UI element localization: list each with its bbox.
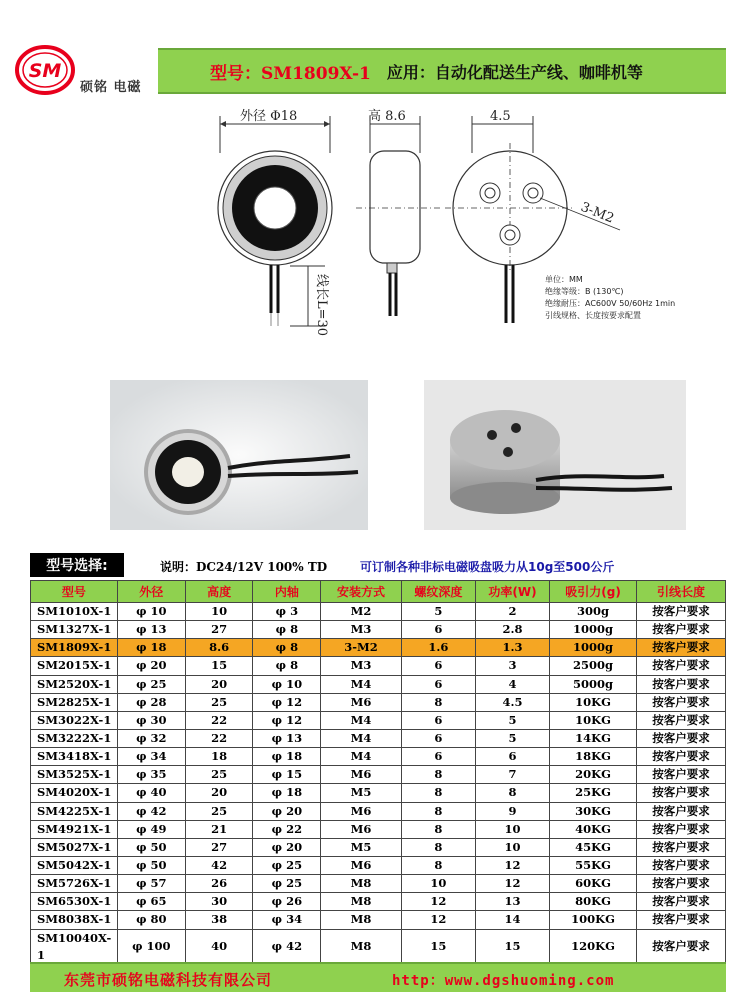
hole-spacing-label: 4.5 [490, 109, 511, 124]
table-cell: 22 [185, 729, 253, 747]
table-cell: SM6530X-1 [31, 893, 118, 911]
table-cell: 8 [401, 856, 475, 874]
table-cell: φ 40 [117, 784, 185, 802]
table-cell: 按客户要求 [636, 603, 725, 621]
table-cell: 按客户要求 [636, 639, 725, 657]
table-cell: 按客户要求 [636, 820, 725, 838]
footer-company: 东莞市硕铭电磁科技有限公司 [64, 971, 273, 989]
table-cell: M5 [321, 838, 402, 856]
table-cell: φ 42 [253, 929, 321, 964]
table-cell: 4.5 [475, 693, 549, 711]
table-cell: 80KG [550, 893, 637, 911]
side-view [356, 108, 440, 316]
height-label: 高 8.6 [368, 109, 406, 124]
table-cell: 25 [185, 693, 253, 711]
table-cell: SM3222X-1 [31, 729, 118, 747]
table-cell: 20KG [550, 766, 637, 784]
table-cell: SM5027X-1 [31, 838, 118, 856]
table-cell: SM5726X-1 [31, 875, 118, 893]
application-text: 应用：自动化配送生产线、咖啡机等 [386, 62, 643, 82]
table-row [31, 929, 726, 964]
custom-note: 可订制各种非标电磁吸盘吸力从10g至500公斤 [360, 560, 615, 574]
table-cell: φ 25 [117, 675, 185, 693]
model-selection-header [30, 553, 726, 577]
table-body [31, 603, 726, 965]
table-cell: 6 [401, 621, 475, 639]
drawing-note: 绝缘耐压：AC600V 50/60Hz 1min [545, 299, 676, 308]
table-cell: 5000g [550, 675, 637, 693]
column-header: 高度 [185, 581, 253, 603]
table-row [31, 729, 726, 747]
table-row [31, 838, 726, 856]
table-cell: 14KG [550, 729, 637, 747]
table-cell: SM1327X-1 [31, 621, 118, 639]
table-row [31, 748, 726, 766]
table-cell: φ 65 [117, 893, 185, 911]
table-cell: 1000g [550, 639, 637, 657]
table-cell: 10KG [550, 693, 637, 711]
table-cell: 8.6 [185, 639, 253, 657]
column-header: 螺纹深度 [401, 581, 475, 603]
table-cell: 8 [401, 838, 475, 856]
table-cell: 8 [401, 820, 475, 838]
table-cell: 按客户要求 [636, 856, 725, 874]
outer-diameter-label: 外径 Φ18 [240, 109, 298, 124]
table-cell: φ 8 [253, 639, 321, 657]
table-cell: φ 15 [253, 766, 321, 784]
table-cell: φ 34 [253, 911, 321, 929]
drawing-note: 单位：MM [545, 275, 583, 284]
table-cell: M6 [321, 693, 402, 711]
table-row [31, 657, 726, 675]
table-cell: 10 [475, 838, 549, 856]
table-cell: 3-M2 [321, 639, 402, 657]
table-cell: 12 [401, 911, 475, 929]
table-cell: 40 [185, 929, 253, 964]
table-row [31, 693, 726, 711]
table-cell: φ 25 [253, 875, 321, 893]
table-cell: M2 [321, 603, 402, 621]
table-cell: φ 28 [117, 693, 185, 711]
table-cell: 15 [401, 929, 475, 964]
table-cell: 1.6 [401, 639, 475, 657]
table-cell: 1.3 [475, 639, 549, 657]
table-cell: 22 [185, 711, 253, 729]
drawing-note: 绝缘等级：B (130℃) [545, 287, 624, 296]
table-cell: φ 80 [117, 911, 185, 929]
table-cell: M8 [321, 929, 402, 964]
voltage-note: 说明：DC24/12V 100% TD [160, 560, 328, 574]
lead-length-label: 线长L=30 [314, 274, 329, 337]
table-cell: φ 20 [253, 802, 321, 820]
table-cell: φ 12 [253, 711, 321, 729]
table-cell: 6 [401, 729, 475, 747]
product-photo-back-image [424, 380, 686, 530]
table-cell: φ 25 [253, 856, 321, 874]
table-cell: 按客户要求 [636, 802, 725, 820]
table-cell: 6 [401, 657, 475, 675]
table-cell: φ 20 [253, 838, 321, 856]
footer-bar [30, 962, 726, 992]
table-cell: φ 34 [117, 748, 185, 766]
table-cell: 25 [185, 802, 253, 820]
table-cell: φ 35 [117, 766, 185, 784]
table-cell: 按客户要求 [636, 838, 725, 856]
column-header: 功率(W) [475, 581, 549, 603]
table-cell: 26 [185, 875, 253, 893]
model-title: 型号：SM1809X-1 [210, 63, 371, 84]
table-cell: 按客户要求 [636, 621, 725, 639]
table-cell: 30KG [550, 802, 637, 820]
table-cell: 38 [185, 911, 253, 929]
column-header: 吸引力(g) [550, 581, 637, 603]
table-cell: 15 [185, 657, 253, 675]
table-cell: 12 [475, 875, 549, 893]
table-cell: 10 [185, 603, 253, 621]
table-cell: 55KG [550, 856, 637, 874]
table-cell: φ 50 [117, 838, 185, 856]
table-cell: 12 [401, 893, 475, 911]
table-cell: 27 [185, 838, 253, 856]
table-cell: 8 [401, 802, 475, 820]
table-row [31, 675, 726, 693]
table-row [31, 766, 726, 784]
table-cell: 7 [475, 766, 549, 784]
table-cell: φ 10 [253, 675, 321, 693]
table-cell: φ 50 [117, 856, 185, 874]
table-cell: 4 [475, 675, 549, 693]
column-header: 型号 [31, 581, 118, 603]
table-cell: φ 30 [117, 711, 185, 729]
table-cell: φ 10 [117, 603, 185, 621]
table-cell: 100KG [550, 911, 637, 929]
table-cell: φ 3 [253, 603, 321, 621]
table-cell: 按客户要求 [636, 748, 725, 766]
table-cell: M4 [321, 729, 402, 747]
table-cell: 2 [475, 603, 549, 621]
table-cell: 按客户要求 [636, 693, 725, 711]
table-cell: 按客户要求 [636, 784, 725, 802]
table-cell: 按客户要求 [636, 911, 725, 929]
table-cell: 27 [185, 621, 253, 639]
table-cell: 1000g [550, 621, 637, 639]
table-cell: 10 [401, 875, 475, 893]
model-selection-label: 型号选择: [30, 553, 124, 577]
table-cell: M4 [321, 711, 402, 729]
drawing-note: 引线规格、长度按要求配置 [545, 311, 641, 320]
table-cell: 12 [475, 856, 549, 874]
table-cell: SM8038X-1 [31, 911, 118, 929]
table-cell: 20 [185, 784, 253, 802]
table-cell: 6 [475, 748, 549, 766]
table-cell: 14 [475, 911, 549, 929]
back-view [445, 109, 675, 323]
table-cell: SM1809X-1 [31, 639, 118, 657]
table-cell: 6 [401, 711, 475, 729]
table-cell: φ 100 [117, 929, 185, 964]
table-cell: 20 [185, 675, 253, 693]
table-cell: SM4921X-1 [31, 820, 118, 838]
table-cell: 3 [475, 657, 549, 675]
table-cell: 8 [401, 784, 475, 802]
table-cell: 按客户要求 [636, 675, 725, 693]
table-cell: 按客户要求 [636, 929, 725, 964]
table-cell: 45KG [550, 838, 637, 856]
table-cell: SM3418X-1 [31, 748, 118, 766]
table-cell: φ 8 [253, 657, 321, 675]
logo-text: SM [28, 60, 62, 82]
table-cell: φ 18 [253, 748, 321, 766]
table-row [31, 784, 726, 802]
table-row [31, 820, 726, 838]
table-cell: 40KG [550, 820, 637, 838]
table-cell: 5 [475, 711, 549, 729]
table-row [31, 603, 726, 621]
table-row [31, 911, 726, 929]
table-cell: SM2520X-1 [31, 675, 118, 693]
column-header: 外径 [117, 581, 185, 603]
table-cell: 10KG [550, 711, 637, 729]
front-view [218, 109, 332, 336]
table-cell: 21 [185, 820, 253, 838]
table-cell: SM1010X-1 [31, 603, 118, 621]
table-cell: M4 [321, 675, 402, 693]
table-cell: φ 18 [117, 639, 185, 657]
table-cell: 按客户要求 [636, 893, 725, 911]
table-cell: M6 [321, 802, 402, 820]
footer-url[interactable]: http：www.dgshuoming.com [392, 973, 615, 989]
table-cell: φ 12 [253, 693, 321, 711]
table-row [31, 711, 726, 729]
table-cell: SM2825X-1 [31, 693, 118, 711]
table-row [31, 893, 726, 911]
table-cell: φ 20 [117, 657, 185, 675]
table-cell: SM4020X-1 [31, 784, 118, 802]
table-cell: 300g [550, 603, 637, 621]
table-header-row [31, 581, 726, 603]
table-cell: φ 57 [117, 875, 185, 893]
table-cell: SM3525X-1 [31, 766, 118, 784]
table-cell: 25 [185, 766, 253, 784]
table-cell: SM4225X-1 [31, 802, 118, 820]
table-cell: 2500g [550, 657, 637, 675]
table-row [31, 856, 726, 874]
table-cell: 8 [401, 693, 475, 711]
product-photo-back [424, 380, 686, 530]
table-cell: φ 18 [253, 784, 321, 802]
table-cell: M3 [321, 621, 402, 639]
table-cell: M8 [321, 875, 402, 893]
column-header: 安装方式 [321, 581, 402, 603]
table-cell: 按客户要求 [636, 875, 725, 893]
table-cell: 按客户要求 [636, 657, 725, 675]
table-cell: φ 22 [253, 820, 321, 838]
spec-table [30, 580, 726, 965]
company-short-name: 硕铭 电磁 [80, 80, 142, 95]
column-header: 内轴 [253, 581, 321, 603]
table-cell: M8 [321, 911, 402, 929]
table-row [31, 639, 726, 657]
table-cell: 10 [475, 820, 549, 838]
column-header: 引线长度 [636, 581, 725, 603]
table-cell: 42 [185, 856, 253, 874]
table-cell: 8 [475, 784, 549, 802]
table-cell: 6 [401, 675, 475, 693]
table-cell: φ 8 [253, 621, 321, 639]
table-cell: M5 [321, 784, 402, 802]
table-cell: SM5042X-1 [31, 856, 118, 874]
table-cell: 18 [185, 748, 253, 766]
table-cell: 120KG [550, 929, 637, 964]
table-cell: 8 [401, 766, 475, 784]
table-cell: SM3022X-1 [31, 711, 118, 729]
table-cell: 25KG [550, 784, 637, 802]
table-cell: 9 [475, 802, 549, 820]
product-photo-front-image [110, 380, 368, 530]
table-cell: 30 [185, 893, 253, 911]
product-photo-front [110, 380, 368, 530]
table-cell: M6 [321, 766, 402, 784]
table-cell: 按客户要求 [636, 711, 725, 729]
table-row [31, 621, 726, 639]
screw-holes-label: 3-M2 [578, 199, 616, 227]
table-cell: 按客户要求 [636, 729, 725, 747]
table-cell: M6 [321, 856, 402, 874]
table-cell: 60KG [550, 875, 637, 893]
table-cell: M4 [321, 748, 402, 766]
table-cell: 18KG [550, 748, 637, 766]
table-cell: φ 26 [253, 893, 321, 911]
table-row [31, 802, 726, 820]
table-cell: M6 [321, 820, 402, 838]
table-cell: M3 [321, 657, 402, 675]
company-logo [14, 44, 76, 96]
table-cell: φ 13 [253, 729, 321, 747]
title-bar [158, 48, 726, 94]
table-cell: 6 [401, 748, 475, 766]
table-cell: 2.8 [475, 621, 549, 639]
table-cell: 13 [475, 893, 549, 911]
table-cell: 5 [401, 603, 475, 621]
table-cell: SM10040X-1 [31, 929, 118, 964]
table-cell: 5 [475, 729, 549, 747]
table-cell: φ 49 [117, 820, 185, 838]
table-cell: SM2015X-1 [31, 657, 118, 675]
table-cell: φ 32 [117, 729, 185, 747]
technical-drawing [150, 98, 710, 348]
table-cell: 15 [475, 929, 549, 964]
table-cell: M8 [321, 893, 402, 911]
table-row [31, 875, 726, 893]
table-cell: φ 13 [117, 621, 185, 639]
table-cell: 按客户要求 [636, 766, 725, 784]
table-cell: φ 42 [117, 802, 185, 820]
